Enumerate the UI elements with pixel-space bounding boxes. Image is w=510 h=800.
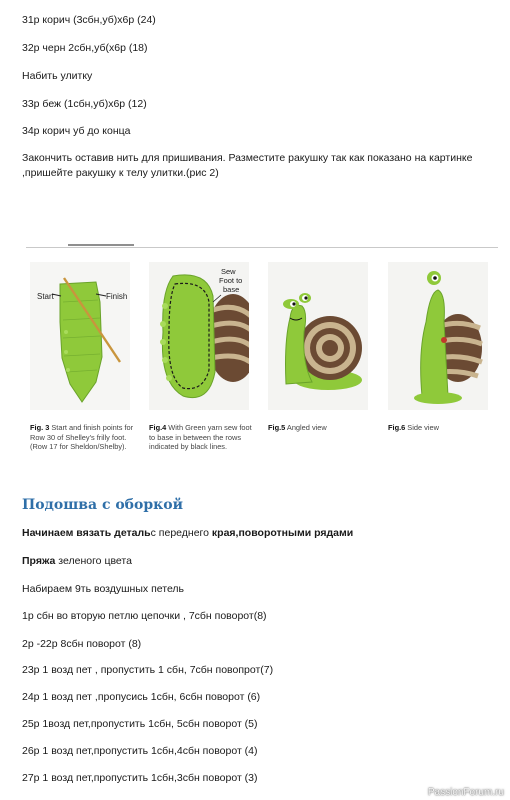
figure-6-caption (388, 423, 492, 433)
svg-text:Sew: Sew (221, 267, 236, 276)
row-24: 24р 1 возд пет ,пропусиcь 1сбн, 6сбн поворот (6) (22, 691, 261, 703)
chain-line: Набираем 9ть воздушных петель (22, 583, 185, 595)
figure-4-caption (149, 423, 253, 452)
finish-annotation: Finish (106, 292, 128, 301)
figure-3-caption (30, 423, 134, 452)
figure-5-caption (268, 423, 372, 433)
intro-bold-a: Начинаем вязать деталь (22, 527, 151, 539)
row-1: 1р сбн во вторую петлю цепочки , 7сбн поворот(8) (22, 610, 267, 622)
page-divider (26, 247, 498, 248)
stuff-note: Набить улитку (22, 70, 93, 82)
row-31: 31р корич (3сбн,уб)х6р (24) (22, 14, 156, 26)
figure-5-label: Fig.5 (268, 423, 286, 432)
yarn-bold: Пряжа (22, 555, 56, 567)
figure-3-photo (30, 262, 130, 410)
finish-note: Закончить оставив нить для пришивания. Разместите ракушку так как показано на картинке ,пришейте ракушку к телу улитки.(рис 2) (22, 152, 473, 179)
figure-5-photo (268, 262, 368, 410)
watermark: PassionForum.ru (427, 787, 504, 798)
row-23: 23р 1 возд пет , пропустить 1 сбн, 7сбн повопрот(7) (22, 664, 274, 676)
figure-4-text: With Green yarn sew foot to base in between the rows indicated by black lines. (149, 423, 252, 452)
figure-3-label: Fig. 3 (30, 423, 50, 432)
snail-angled-image (268, 262, 368, 410)
foot-sewing-image (149, 262, 249, 410)
figure-4-label: Fig.4 (149, 423, 167, 432)
figure-6-photo (388, 262, 488, 410)
figure-5-text: Angled view (285, 423, 327, 432)
snail-side-image (388, 262, 488, 410)
figure-6-label: Fig.6 (388, 423, 406, 432)
page-divider-mark (68, 244, 134, 246)
intro-line (22, 527, 353, 540)
yarn-normal: зеленого цвета (55, 555, 132, 567)
row-34: 34р корич уб до конца (22, 125, 131, 137)
svg-text:base: base (223, 285, 240, 294)
row-32: 32р черн 2сбн,уб(х6р (18) (22, 42, 148, 54)
frilly-foot-image (30, 262, 130, 410)
row-26: 26р 1 возд пет,пропустить 1сбн,4сбн поворот (4) (22, 745, 258, 757)
figure-6-text: Side view (405, 423, 439, 432)
row-2-22: 2р -22р 8сбн поворот (8) (22, 638, 142, 650)
figure-3-text: Start and finish points for Row 30 of Shelley's frilly foot. (Row 17 for Sheldon/Shelby). (30, 423, 134, 452)
start-annotation: Start (37, 292, 54, 301)
section-title: Подошва с оборкой (22, 497, 183, 513)
yarn-line (22, 555, 132, 568)
svg-text:Foot to: Foot to (219, 276, 243, 285)
row-25: 25р 1возд пет,пропустить 1сбн, 5сбн поворот (5) (22, 718, 258, 730)
row-33: 33р беж (1сбн,уб)х6р (12) (22, 98, 147, 110)
intro-bold-b: края,поворотными рядами (211, 527, 354, 539)
row-27: 27р 1 возд пет,пропустить 1сбн,3сбн поворот (3) (22, 772, 258, 784)
figure-4-photo (149, 262, 249, 410)
intro-normal: с переднего (150, 527, 212, 539)
